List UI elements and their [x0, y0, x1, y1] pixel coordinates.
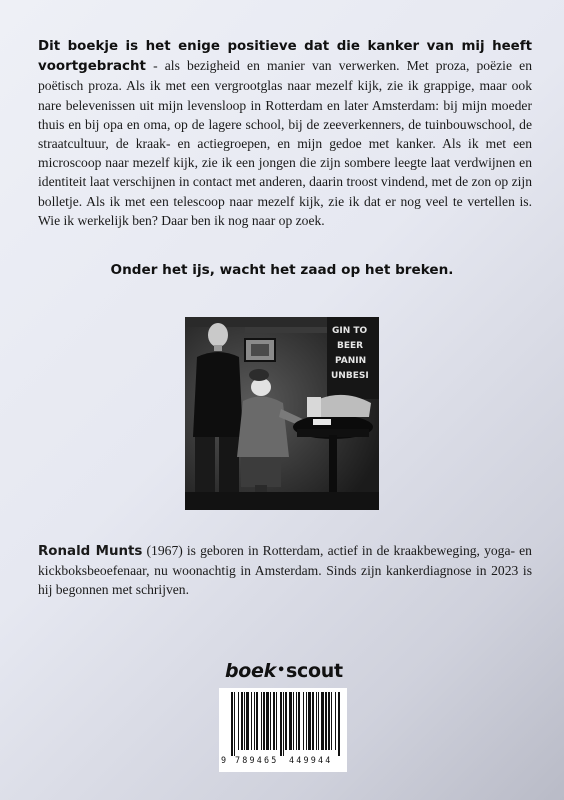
publisher-logo-part2: scout: [286, 660, 343, 682]
barcode-bar: [298, 692, 300, 750]
publisher-logo-dot: •: [276, 663, 285, 678]
barcode-bar: [285, 692, 287, 750]
barcode-bar: [251, 692, 252, 750]
barcode-bar: [273, 692, 275, 750]
barcode-bar: [316, 692, 317, 750]
blurb-lead: Dit boekje is het enige positieve dat die kanker van mij heeft voortgebracht: [38, 39, 532, 75]
barcode-bar: [338, 692, 340, 756]
barcode-bar: [325, 692, 327, 750]
blurb-text: - als bezigheid en manier van verwerken. Met proza, poëzie en poëtisch proza. Als ik met een vergrootglas naar mezelf kijk, zie ik grappige, maar ook nare belevenissen uit mijn levensloop in Rotterdam en later Amsterdam: bij mijn moeder thuis en bij opa en oma, op de lagere school, bij de zeeverkenners, de tuinbouwschool, de straatcultuur, de kraak- en actiegroepen, en mijn gedoe met kanker. Als ik met een microscoop naar mezelf kijk, zie ik een jongen die zijn sombere leegte laat verdwijnen en identiteit laat verschijnen in contact met anderen, daarin troost vindend, met de zon op zijn bolletje. Als ik met een telescoop naar mezelf kijk, zie ik dat er nog veel te vertellen is. Wie ik werkelijk ben? Daar ben ik nog naar op zoek.: [38, 58, 532, 228]
sign-line-4: UNBESI: [331, 371, 369, 381]
author-photo: [185, 317, 379, 510]
barcode-bar: [289, 692, 292, 750]
tagline: Onder het ijs, wacht het zaad op het breken.: [110, 262, 454, 278]
barcode-bar: [306, 692, 307, 750]
barcode-bar: [328, 692, 330, 750]
barcode-group-2: 449944: [289, 755, 333, 765]
barcode-bar: [276, 692, 277, 750]
barcode-bar: [261, 692, 262, 750]
barcode-bar: [280, 692, 282, 756]
barcode-bar: [246, 692, 249, 750]
author-photo-image: [185, 317, 379, 510]
barcode-bar: [266, 692, 269, 750]
barcode-digits: [219, 755, 347, 769]
barcode-bar: [308, 692, 311, 750]
barcode-bar: [263, 692, 265, 750]
barcode-bar: [312, 692, 314, 750]
barcode-group-1: 789465: [235, 755, 279, 765]
barcode-bar: [238, 692, 239, 750]
barcode-bar: [293, 692, 294, 750]
barcode-bar: [335, 692, 336, 750]
barcode-bar: [254, 692, 255, 750]
isbn-barcode: [219, 688, 347, 772]
author-bio: [38, 541, 532, 600]
barcode-bar: [303, 692, 304, 750]
back-cover-blurb: [38, 36, 532, 230]
barcode-bar: [231, 692, 233, 756]
publisher-logo: [225, 660, 341, 682]
barcode-bar: [296, 692, 297, 750]
barcode-bar: [256, 692, 258, 750]
sign-line-3: PANIN: [335, 356, 367, 366]
barcode-bar: [241, 692, 243, 750]
barcode-bar: [270, 692, 271, 750]
barcode-bar: [244, 692, 245, 750]
barcode-bar: [318, 692, 319, 750]
barcode-bar: [283, 692, 284, 756]
author-name: Ronald Munts: [38, 544, 143, 559]
barcode-bar: [321, 692, 324, 750]
barcode-bar: [331, 692, 332, 750]
barcode-bar: [234, 692, 235, 756]
sign-line-2: BEER: [337, 341, 364, 351]
barcode-bars: [219, 688, 347, 756]
barcode-lead-digit: 9: [221, 755, 227, 765]
sign-line-1: GIN TO: [332, 326, 368, 336]
publisher-logo-part1: boek: [225, 660, 276, 682]
author-bio-text: (1967) is geboren in Rotterdam, actief in de kraakbeweging, yoga- en kickboksbeoefenaar, nu woonachtig in Amsterdam. Sinds zijn kankerdiagnose in 2023 is hij begonnen met schrijven.: [38, 543, 532, 598]
